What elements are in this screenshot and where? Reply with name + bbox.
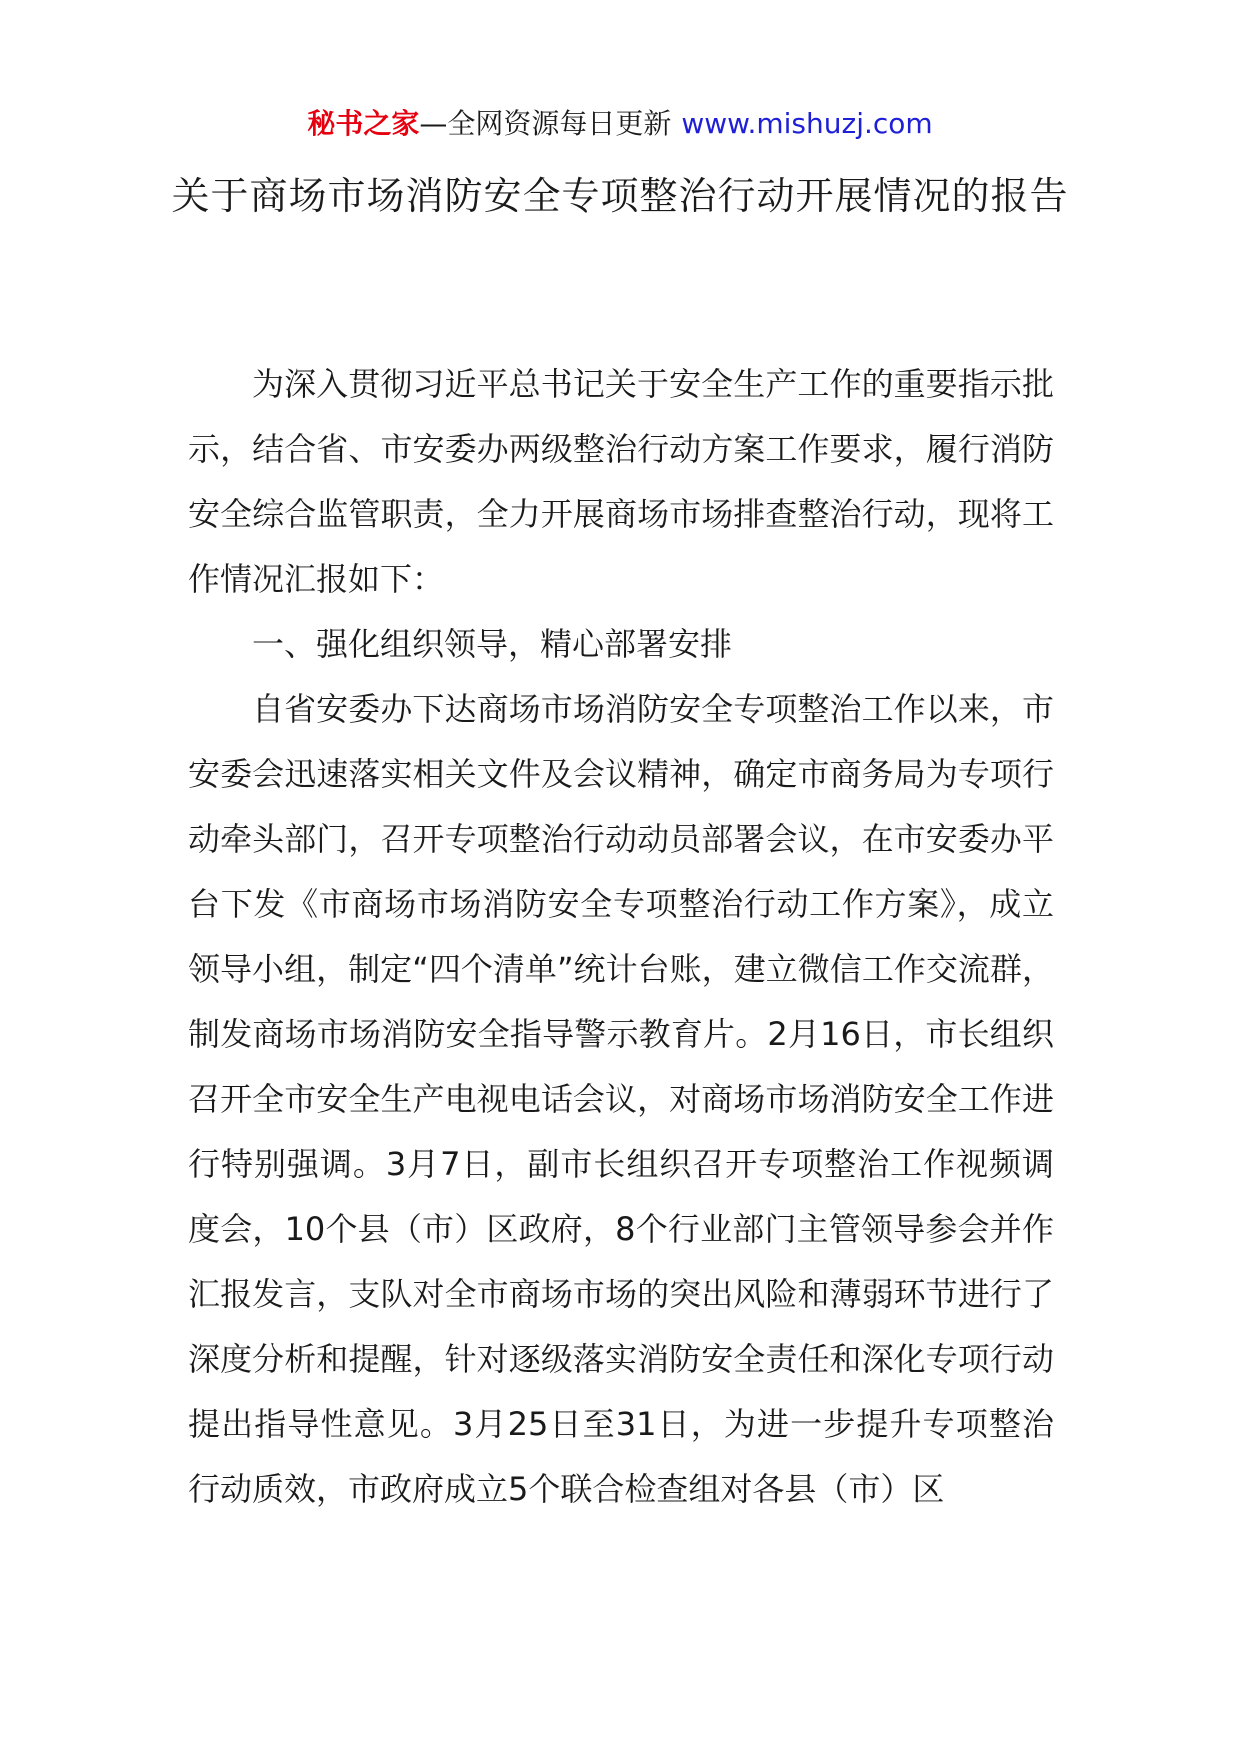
document-body [188,352,1054,1522]
document-title: 关于商场市场消防安全专项整治行动开展情况的报告 [171,174,1069,218]
intro-paragraph: 为深入贯彻习近平总书记关于安全生产工作的重要指示批示，结合省、市安委办两级整治行动方案工作要求，履行消防安全综合监管职责，全力开展商场市场排查整治行动，现将工作情况汇报如下： [188,365,1054,598]
site-banner [0,104,1240,144]
banner-slogan: —全网资源每日更新 [419,107,672,140]
section-1-paragraph: 自省安委办下达商场市场消防安全专项整治工作以来，市安委会迅速落实相关文件及会议精神，确定市商务局为专项行动牵头部门，召开专项整治行动动员部署会议，在市安委办平台下发《市商场市场消防安全专项整治行动工作方案》，成立领导小组，制定“四个清单”统计台账，建立微信工作交流群，制发商场市场消防安全指导警示教育片。2月16日，市长组织召开全市安全生产电视电话会议，对商场市场消防安全工作进行特别强调。3月7日，副市长组织召开专项整治工作视频调度会，10个县（市）区政府，8个行业部门主管领导参会并作汇报发言，支队对全市商场市场的突出风险和薄弱环节进行了深度分析和提醒，针对逐级落实消防安全责任和深化专项行动提出指导性意见。3月25日至31日，为进一步提升专项整治行动质效，市政府成立5个联合检查组对各县（市）区 [188,690,1054,1508]
section-heading-1: 一、强化组织领导，精心部署安排 [252,625,733,663]
site-url-link[interactable]: www.mishuzj.com [681,107,933,140]
brand-name: 秘书之家 [307,107,420,140]
